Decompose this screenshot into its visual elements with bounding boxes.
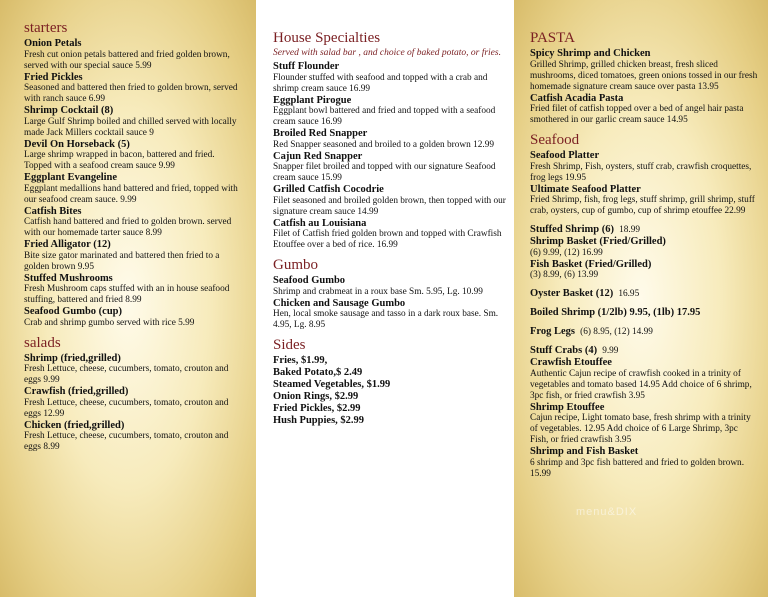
menu-item	[273, 275, 508, 298]
menu-item	[530, 338, 758, 357]
menu-item	[530, 93, 758, 127]
item-name: Catfish Bites	[24, 205, 82, 217]
side-item: Steamed Vegetables, $1.99	[273, 379, 391, 390]
item-name: Catfish Acadia Pasta	[530, 92, 624, 104]
item-name: Shrimp and Fish Basket	[530, 446, 639, 457]
item-name: Shrimp Etouffee	[530, 401, 605, 413]
menu-item	[24, 206, 244, 240]
item-name: Seafood Gumbo	[273, 275, 346, 286]
item-price: (6) 8.95, (12) 14.99	[580, 327, 653, 337]
menu-item	[530, 48, 758, 93]
item-name: Eggplant Pirogue	[273, 94, 352, 106]
menu-item	[24, 172, 244, 206]
item-desc: Filet seasoned and broiled golden brown, then topped with our signature cream sauce 14.99	[273, 195, 506, 217]
menu-item	[24, 420, 244, 454]
item-name: Seafood Gumbo (cup)	[24, 306, 123, 317]
item-desc: Fried filet of catfish topped over a bed of angel hair pasta smothered in our garlic cream sauce 14.95	[530, 104, 744, 125]
item-name: Shrimp Cocktail (8)	[24, 105, 114, 116]
item-name: Ultimate Seafood Platter	[530, 183, 641, 195]
item-name: Fried Pickles	[24, 71, 83, 83]
menu-column-left	[0, 0, 256, 597]
menu-item	[530, 150, 758, 184]
section-title-salads: salads	[24, 334, 61, 351]
item-desc: Flounder stuffed with seafood and topped with a crab and shrimp cream sauce 16.99	[273, 72, 488, 94]
item-name: Grilled Catfish Cocodrie	[273, 184, 384, 195]
item-name: Crawfish Etouffee	[530, 357, 612, 368]
item-desc: Seasoned and battered then fried to golden brown, served with ranch sauce 6.99	[24, 83, 238, 104]
menu-item	[530, 259, 758, 282]
item-desc: Grilled Shrimp, grilled chicken breast, fresh sliced mushrooms, diced tomatoes, green onions tossed in our fresh homemade signature cream sauce over pasta 13.95	[530, 59, 758, 92]
item-desc: Red Snapper seasoned and broiled to a golden brown 12.99	[273, 139, 495, 150]
item-desc: Catfish hand battered and fried to golden brown. served with our homemade tarter sauce 8.99	[24, 217, 232, 238]
item-name: Crawfish (fried,grilled)	[24, 386, 129, 397]
item-price: 9.99	[602, 346, 619, 356]
menu-item	[530, 357, 758, 402]
sides-list	[273, 355, 508, 427]
section-title-sides: Sides	[273, 337, 306, 353]
item-name: Chicken (fried,grilled)	[24, 419, 125, 431]
house-specialties-list	[273, 61, 508, 251]
starters-list	[24, 38, 244, 329]
menu-item	[273, 298, 508, 332]
item-price: 16.95	[618, 289, 640, 299]
side-item: Onion Rings, $2.99	[273, 391, 359, 402]
menu-item	[24, 239, 244, 273]
item-desc: Hen, local smoke sausage and tasso in a dark roux base. Sm. 4.95, Lg. 8.95	[273, 309, 499, 330]
menu-item	[530, 281, 758, 300]
spacer	[530, 126, 758, 130]
side-item: Baked Potato,$ 2.49	[273, 367, 363, 378]
section-subtitle: Served with salad bar , and choice of baked potato, or fries.	[273, 48, 501, 58]
item-name: Catfish au Louisiana	[273, 217, 367, 229]
item-name: Broiled Red Snapper	[273, 128, 368, 139]
menu-item	[530, 402, 758, 447]
section-title-gumbo: Gumbo	[273, 257, 318, 273]
salads-list	[24, 353, 244, 454]
item-name: Fried Alligator (12)	[24, 239, 111, 250]
menu-item	[24, 38, 244, 72]
menu-item	[273, 95, 508, 129]
side-item: Fries, $1.99,	[273, 355, 328, 366]
item-name: Eggplant Evangeline	[24, 172, 118, 183]
item-name: Oyster Basket (12)	[530, 288, 614, 299]
item-name: Boiled Shrimp (1/2lb) 9.95, (1lb) 17.95	[530, 307, 701, 318]
item-name: Cajun Red Snapper	[273, 150, 363, 162]
item-desc: Fresh Shrimp, Fish, oysters, stuff crab, crawfish croquettes, frog legs 19.95	[530, 161, 752, 183]
item-name: Fish Basket (Fried/Grilled)	[530, 258, 652, 270]
menu-item	[530, 319, 758, 338]
item-name: Onion Petals	[24, 38, 82, 49]
item-desc: Large Gulf Shrimp boiled and chilled served with locally made Jack Millers cocktail sauce 9	[24, 116, 237, 138]
item-name: Stuffed Mushrooms	[24, 272, 113, 284]
menu-item	[530, 446, 758, 480]
menu-item	[273, 184, 508, 218]
section-title-starters: starters	[24, 20, 68, 36]
section-title-house-specialties: House Specialties	[273, 30, 381, 46]
menu-item	[530, 217, 758, 236]
menu-item	[273, 151, 508, 185]
item-desc: Bite size gator marinated and battered then fried to a golden brown 9.95	[24, 250, 220, 272]
item-desc: Filet of Catfish fried golden brown and topped with Crawfish Etouffee over a bed of rice. 16.99	[273, 229, 502, 250]
item-desc: Authentic Cajun recipe of crawfish cooked in a trinity of vegetables and tomato based 14.95 Add choice of 6 shrimp, 3pc fish, or fried crawfish 3.95	[530, 368, 752, 401]
item-desc: Snapper filet broiled and topped with our signature Seafood cream sauce 15.99	[273, 162, 496, 183]
side-item: Fried Pickles, $2.99	[273, 403, 361, 414]
menu-item	[24, 386, 244, 420]
section-title-pasta: PASTA	[530, 30, 575, 46]
item-name: Frog Legs	[530, 326, 576, 337]
menu-item	[24, 139, 244, 173]
item-desc: (6) 9.99, (12) 16.99	[530, 247, 603, 258]
item-desc: Fresh Lettuce, cheese, cucumbers, tomato, crouton and eggs 12.99	[24, 397, 229, 419]
item-name: Chicken and Sausage Gumbo	[273, 297, 406, 309]
item-desc: Fresh Mushroom caps stuffed with an in house seafood stuffing, battered and fried 8.99	[24, 284, 230, 305]
spacer	[273, 251, 508, 255]
side-item: Hush Puppies, $2.99	[273, 415, 365, 426]
item-desc: Fresh Lettuce, cheese, cucumbers, tomato, crouton and eggs 9.99	[24, 364, 229, 385]
item-desc: Large shrimp wrapped in bacon, battered and fried. Topped with a seafood cream sauce 9.99	[24, 150, 215, 171]
item-name: Shrimp (fried,grilled)	[24, 352, 121, 364]
item-desc: Fresh cut onion petals battered and fried golden brown, served with our special sauce 5.99	[24, 49, 230, 71]
item-desc: Eggplant bowl battered and fried and topped with a seafood cream sauce 16.99	[273, 106, 496, 127]
spacer	[273, 331, 508, 335]
item-desc: Fresh Lettuce, cheese, cucumbers, tomato, crouton and eggs 8.99	[24, 431, 229, 452]
item-desc: Fried Shrimp, fish, frog legs, stuff shrimp, grill shrimp, stuff crab, oysters, cup of gumbo, cup of shrimp etouffee 22.99	[530, 195, 755, 216]
menu-item	[24, 306, 244, 329]
item-desc: Eggplant medallions hand battered and fried, topped with our seafood cream sauce. 9.99	[24, 183, 238, 205]
item-desc: Shrimp and crabmeat in a roux base Sm. 5.95, Lg. 10.99	[273, 286, 483, 297]
section-title-seafood: Seafood	[530, 132, 580, 148]
seafood-list	[530, 150, 758, 480]
menu-item	[273, 128, 508, 151]
menu-item	[273, 61, 508, 95]
gumbo-list	[273, 275, 508, 331]
menu-item	[530, 184, 758, 218]
item-name: Devil On Horseback (5)	[24, 138, 130, 150]
menu-column-middle	[256, 0, 514, 597]
menu-item	[273, 218, 508, 252]
spacer	[24, 329, 244, 333]
pasta-list	[530, 48, 758, 126]
item-price: 18.99	[619, 225, 641, 235]
menu-item	[24, 353, 244, 387]
item-name: Spicy Shrimp and Chicken	[530, 48, 651, 59]
item-desc: 6 shrimp and 3pc fish battered and fried to golden brown. 15.99	[530, 457, 745, 479]
menu-item	[24, 273, 244, 307]
menu-item	[530, 300, 758, 319]
item-desc: (3) 8.99, (6) 13.99	[530, 270, 599, 280]
item-name: Stuff Crabs (4)	[530, 345, 598, 356]
menu-item	[24, 72, 244, 106]
item-name: Stuffed Shrimp (6)	[530, 224, 615, 235]
item-desc: Cajun recipe, Light tomato base, fresh shrimp with a trinity of vegetables. 12.95 Add choice of 6 Large Shrimp, 3pc Fish, or fried crawfish 3.95	[530, 413, 751, 445]
item-name: Stuff Flounder	[273, 61, 340, 72]
menu-column-right	[514, 0, 768, 597]
item-name: Shrimp Basket (Fried/Grilled)	[530, 236, 666, 247]
watermark: menu&DIX	[576, 506, 638, 518]
menu-item	[530, 236, 758, 259]
item-desc: Crab and shrimp gumbo served with rice 5.99	[24, 317, 195, 328]
item-name: Seafood Platter	[530, 150, 600, 161]
menu-item	[24, 105, 244, 139]
